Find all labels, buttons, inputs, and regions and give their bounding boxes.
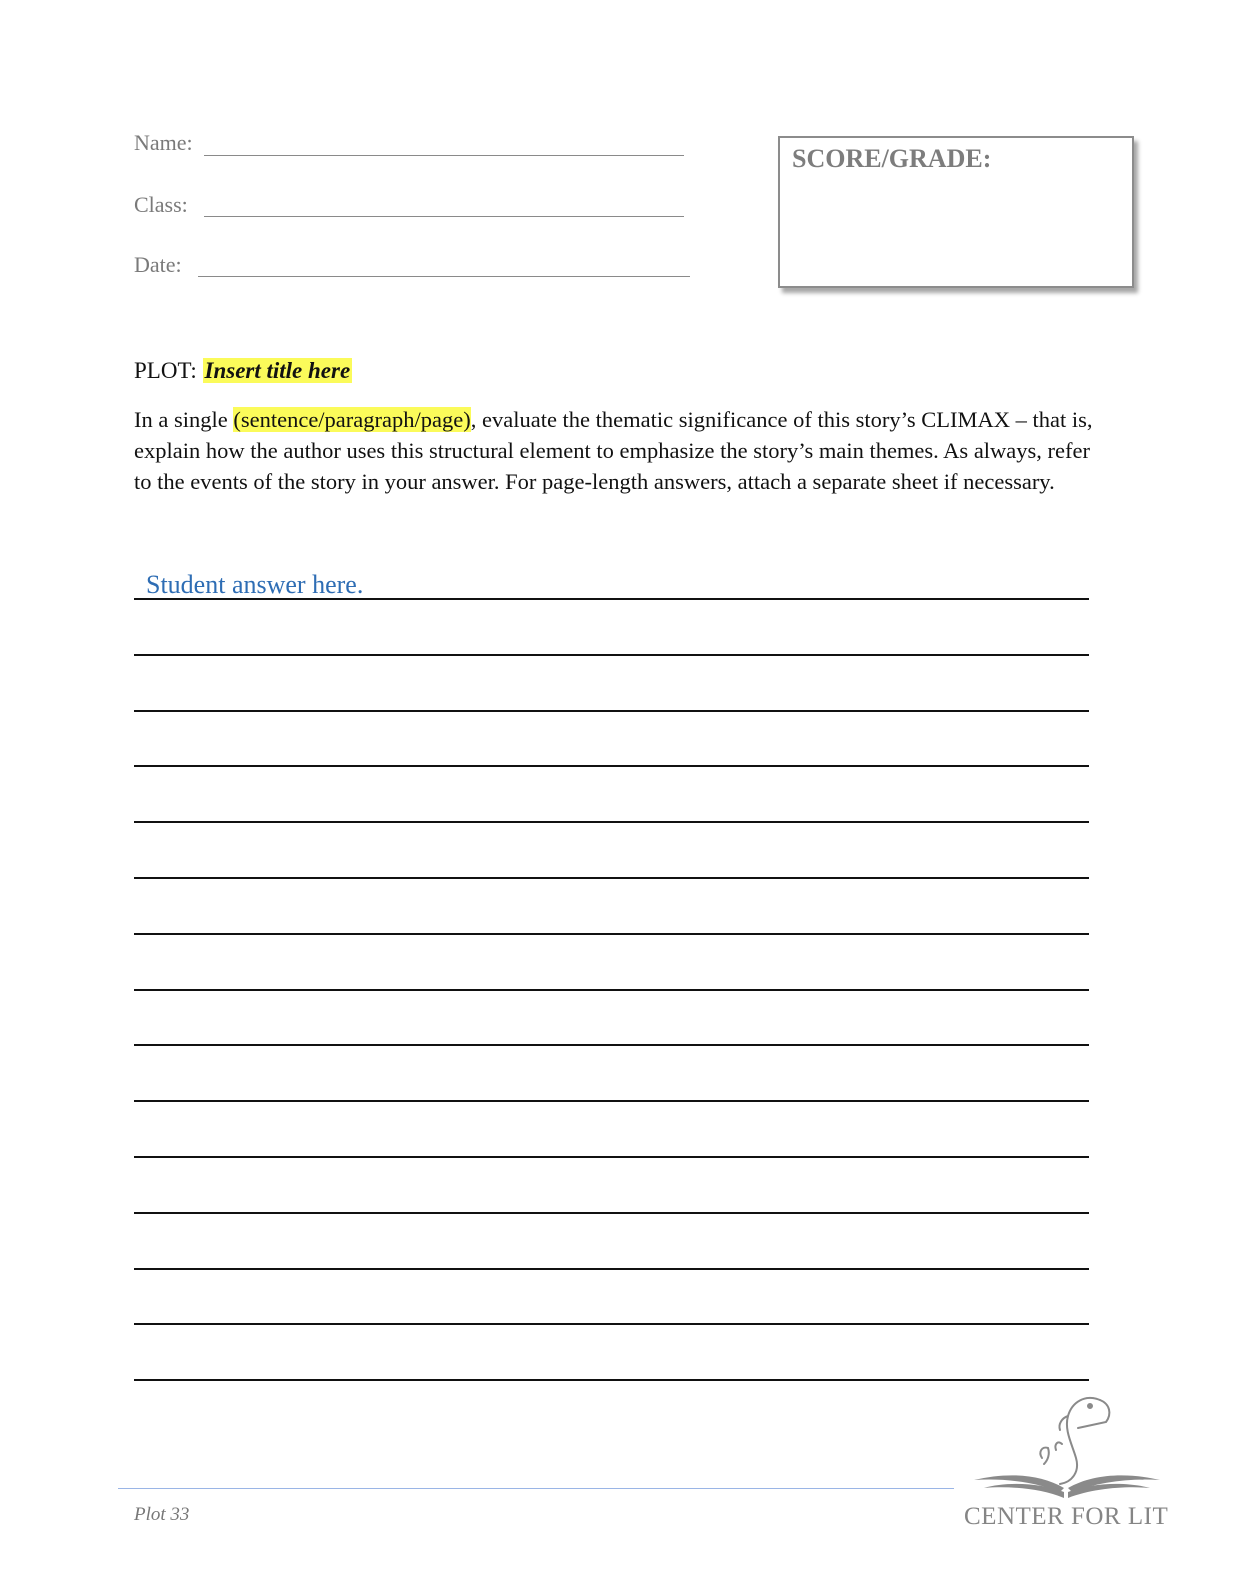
plot-title[interactable]: Insert title here <box>204 358 351 383</box>
prompt-length-option[interactable]: (sentence/paragraph/page) <box>233 407 471 432</box>
name-label: Name: <box>134 130 193 155</box>
answer-line[interactable] <box>134 1379 1089 1381</box>
name-field[interactable] <box>204 155 684 156</box>
plot-prefix: PLOT: <box>134 358 203 383</box>
answer-line[interactable] <box>134 1100 1089 1102</box>
answer-line[interactable] <box>134 1323 1089 1325</box>
prompt-part2: , evaluate the thematic significance of this story’s CLIMAX – that is, explain how the author uses this structural element to emphasize the story’s main themes. As always, refer to the events of the story in your answer. For page-length answers, attach a separate sheet if necessary. <box>134 407 1093 494</box>
answer-line[interactable] <box>134 821 1089 823</box>
class-field[interactable] <box>204 216 684 217</box>
score-label: SCORE/GRADE: <box>792 144 992 173</box>
answer-line[interactable] <box>134 598 1089 600</box>
answer-line[interactable] <box>134 1212 1089 1214</box>
answer-line[interactable] <box>134 989 1089 991</box>
answer-line[interactable] <box>134 877 1089 879</box>
answer-line[interactable] <box>134 1268 1089 1270</box>
score-box[interactable] <box>778 136 1134 288</box>
answer-line[interactable] <box>134 933 1089 935</box>
student-answer[interactable]: Student answer here. <box>146 570 364 599</box>
logo-text: CENTER FOR LIT <box>964 1503 1169 1530</box>
answer-line[interactable] <box>134 654 1089 656</box>
page-number: Plot 33 <box>134 1504 190 1525</box>
answer-line[interactable] <box>134 710 1089 712</box>
answer-line[interactable] <box>134 1156 1089 1158</box>
date-field[interactable] <box>198 276 690 277</box>
footer-rule <box>118 1488 954 1489</box>
answer-line[interactable] <box>134 1044 1089 1046</box>
prompt-paragraph <box>134 404 1094 497</box>
pelican-neck-icon <box>1060 1398 1100 1484</box>
prompt-part1: In a single <box>134 407 234 432</box>
date-label: Date: <box>134 252 182 277</box>
plot-heading <box>134 358 352 384</box>
answer-line[interactable] <box>134 765 1089 767</box>
class-label: Class: <box>134 192 188 217</box>
